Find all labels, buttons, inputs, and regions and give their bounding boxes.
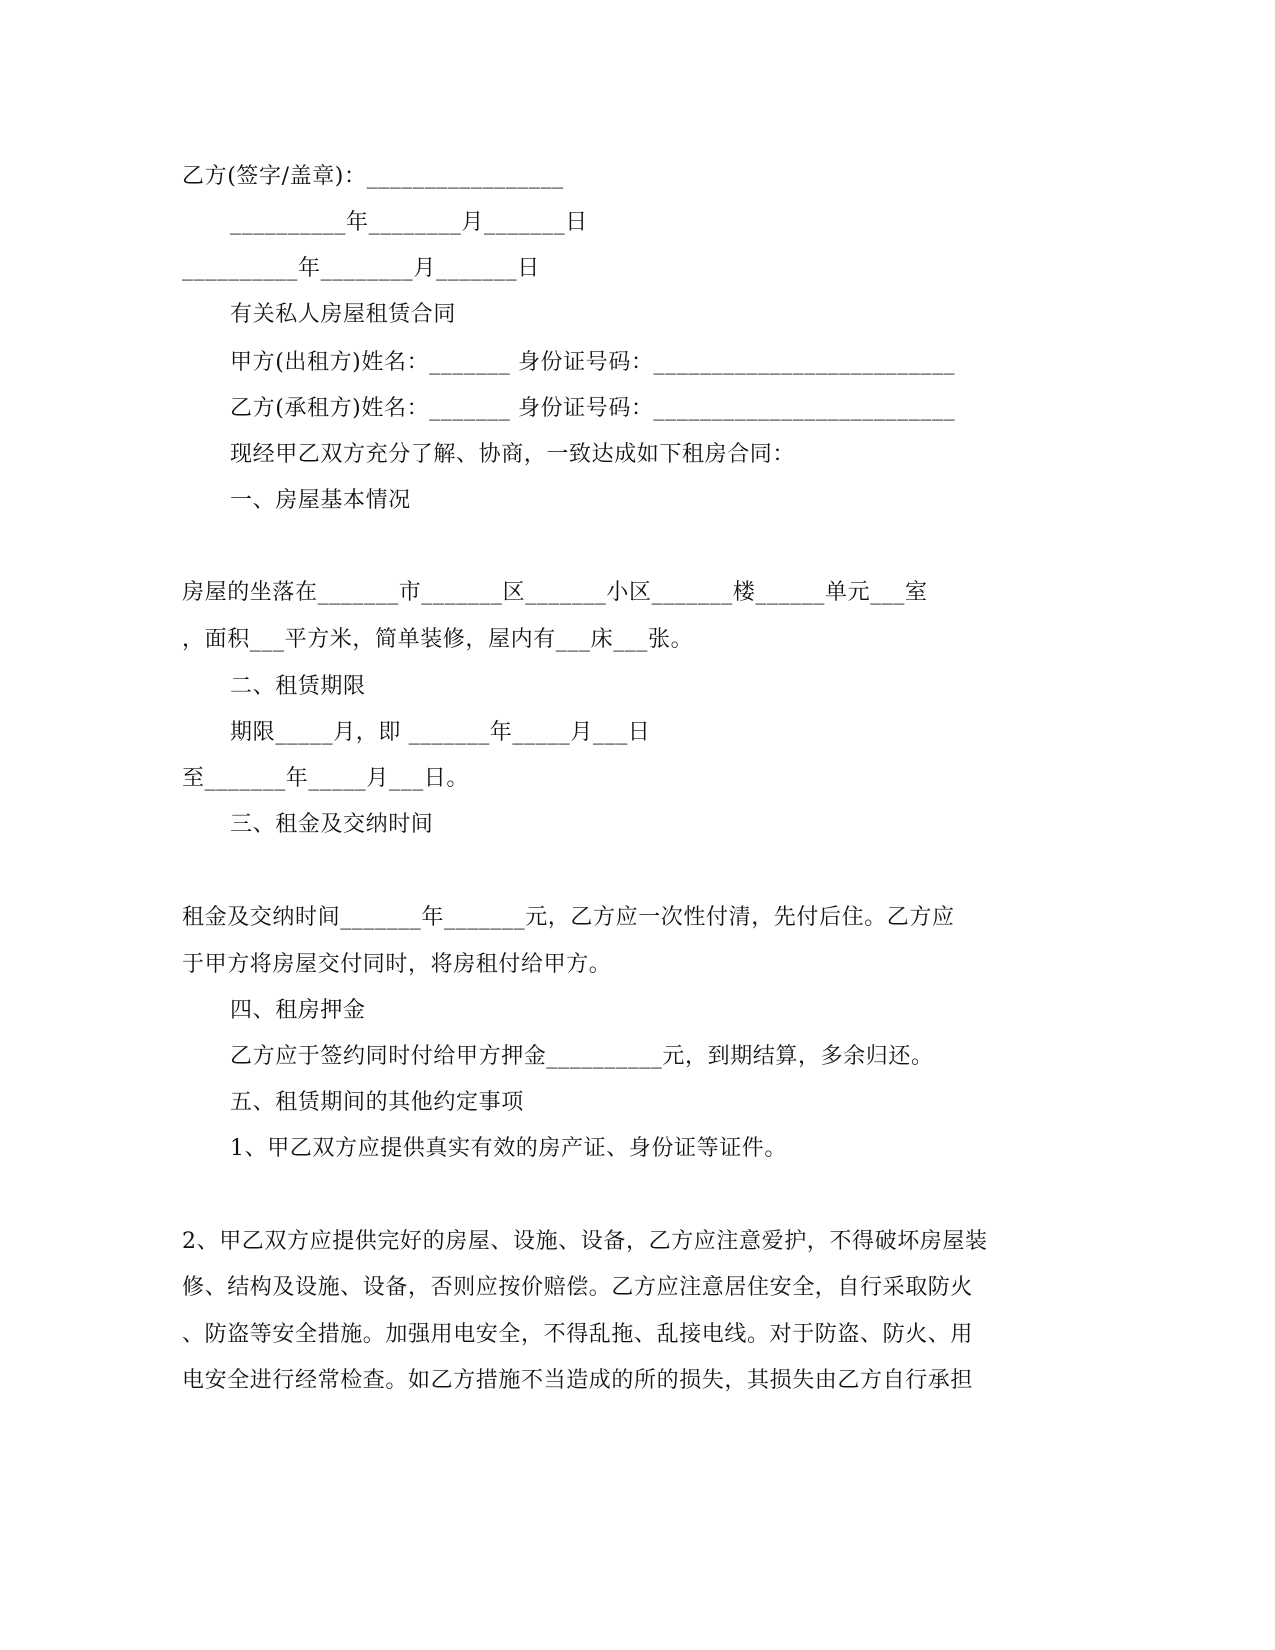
paragraph-line: 1、甲乙双方应提供真实有效的房产证、身份证等证件。 bbox=[230, 1136, 787, 1161]
paragraph-line: ，面积___平方米，简单装修，屋内有___床___张。 bbox=[182, 627, 694, 652]
paragraph-line: 2、甲乙双方应提供完好的房屋、设施、设备，乙方应注意爱护，不得破坏房屋装 bbox=[182, 1229, 988, 1254]
paragraph-line: 至_______年_____月___日。 bbox=[182, 766, 470, 791]
section-heading: 二、租赁期限 bbox=[230, 674, 366, 699]
paragraph-line: 房屋的坐落在_______市_______区_______小区_______楼______单元___室 bbox=[182, 580, 928, 605]
paragraph-line: 电安全进行经常检查。如乙方措施不当造成的所的损失，其损失由乙方自行承担 bbox=[182, 1368, 974, 1393]
agreement-preamble: 现经甲乙双方充分了解、协商，一致达成如下租房合同： bbox=[230, 442, 796, 467]
paragraph-line: 、防盗等安全措施。加强用电安全，不得乱拖、乱接电线。对于防盗、防火、用 bbox=[182, 1322, 974, 1347]
section-heading: 三、租金及交纳时间 bbox=[230, 812, 434, 837]
contract-title: 有关私人房屋租赁合同 bbox=[230, 302, 457, 327]
paragraph-line: 租金及交纳时间_______年_______元，乙方应一次性付清，先付后住。乙方应 bbox=[182, 905, 955, 930]
signature-date-line: __________年________月_______日 bbox=[230, 210, 588, 235]
section-heading: 四、租房押金 bbox=[230, 998, 366, 1023]
signature-date-line: __________年________月_______日 bbox=[182, 256, 540, 281]
paragraph-line: 于甲方将房屋交付同时，将房租付给甲方。 bbox=[182, 952, 612, 977]
section-heading: 一、房屋基本情况 bbox=[230, 488, 411, 513]
paragraph-line: 修、结构及设施、设备，否则应按价赔偿。乙方应注意居住安全，自行采取防火 bbox=[182, 1275, 974, 1300]
paragraph-line: 期限_____月，即 _______年_____月___日 bbox=[230, 720, 651, 745]
section-heading: 五、租赁期间的其他约定事项 bbox=[230, 1090, 524, 1115]
party-b-info-line: 乙方(承租方)姓名：_______ 身份证号码：__________________________ bbox=[230, 396, 956, 421]
paragraph-line: 乙方应于签约同时付给甲方押金__________元，到期结算，多余归还。 bbox=[230, 1044, 934, 1069]
party-a-info-line: 甲方(出租方)姓名：_______ 身份证号码：__________________________ bbox=[230, 350, 956, 375]
party-b-signature-line: 乙方(签字/盖章)：_________________ bbox=[182, 164, 564, 189]
